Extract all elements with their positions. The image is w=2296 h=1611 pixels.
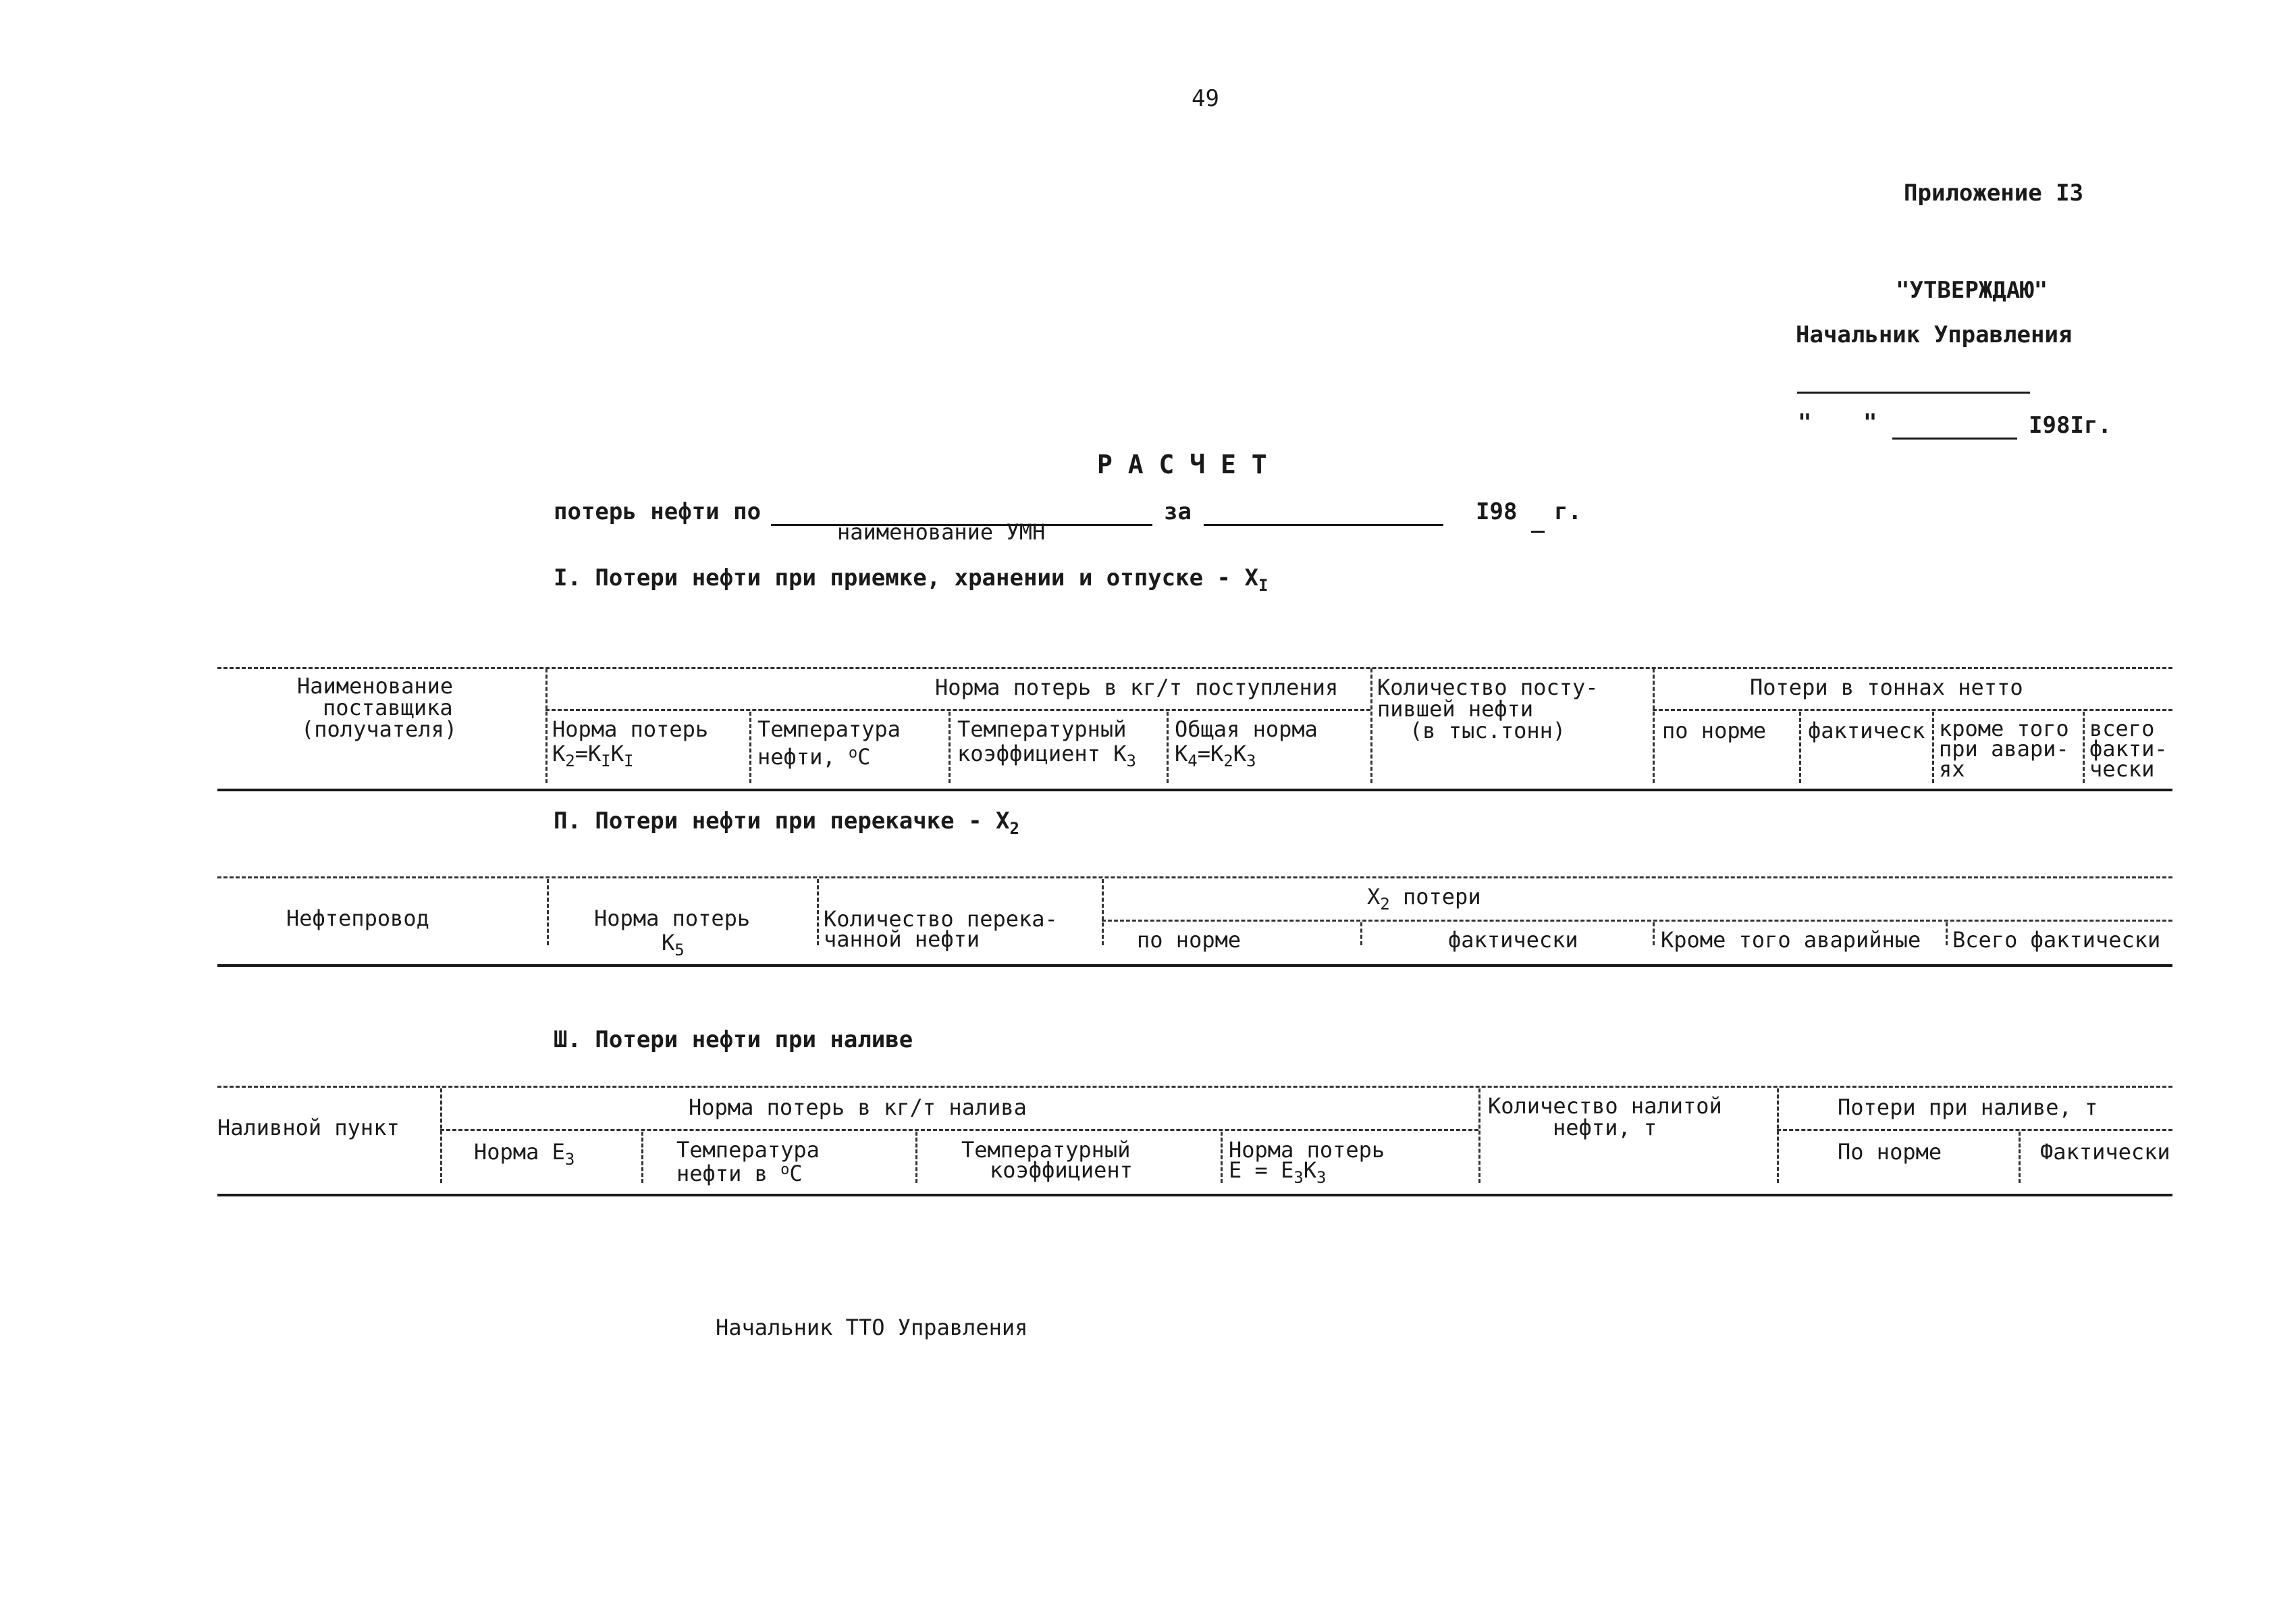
pumped-quantity-header: Количество перека- чанной нефти — [824, 906, 1058, 952]
subtitle-prefix: потерь нефти по — [554, 498, 762, 525]
total-norm-col-header: Общая норма $K_4=K_2K_3$ — [1175, 716, 1318, 770]
section-1-divider — [1932, 712, 1934, 783]
section-3-divider — [1221, 1132, 1223, 1183]
section-3-subheader-line — [1777, 1129, 2172, 1131]
filling-loss-col-header: По норме — [1838, 1139, 1942, 1165]
loss-col-header: фактически — [1448, 927, 1578, 953]
appendix-label: Приложение I3 — [1904, 180, 2084, 207]
document-heading: Р А С Ч Е Т — [1097, 450, 1267, 479]
subtitle-year-prefix: I98 — [1476, 498, 1518, 525]
section-1-title: I. Потери нефти при приемке, хранении и отпуске - $X_I$ — [554, 564, 1269, 595]
received-quantity-header: (в тыс.тонн) — [1410, 718, 1566, 743]
supplier-header: (получателя) — [301, 716, 458, 742]
received-quantity-header: Количество посту- — [1377, 675, 1599, 700]
section-1-divider — [749, 712, 751, 783]
subtitle-for: за — [1164, 498, 1192, 525]
date-quote-close: " — [1863, 409, 1877, 436]
date-line — [1892, 438, 2017, 440]
section-1-subheader-line — [1653, 709, 2172, 711]
loss-col-header: по норме — [1662, 718, 1767, 743]
norm-group-header: Норма потерь в кг/т поступления — [935, 675, 1339, 700]
section-2-divider — [817, 879, 819, 945]
umn-name-caption: наименование УМН — [837, 519, 1046, 545]
supplier-header: поставщика — [323, 695, 453, 720]
section-3-divider — [915, 1132, 917, 1183]
filling-loss-col-header: Фактически — [2040, 1139, 2170, 1165]
filling-loss-group-header: Потери при наливе, т — [1838, 1094, 2098, 1120]
loss-group-header: Потери в тоннах нетто — [1750, 675, 2023, 700]
approval-stamp: "УТВЕРЖДАЮ" — [1896, 277, 2048, 304]
loss-col-header: Всего фактически — [1952, 927, 2161, 953]
filling-norm-col-header: Норма $Е_3$ — [474, 1139, 575, 1169]
date-quote-open: " — [1798, 409, 1812, 436]
year-digit-line — [1531, 531, 1545, 533]
losses-group-header: $X_2$ потери — [1367, 884, 1481, 914]
section-1-divider — [1653, 668, 1655, 783]
loss-col-header: всего факти- чески — [2089, 716, 2168, 782]
section-3-divider — [1478, 1088, 1480, 1183]
section-1-divider — [545, 668, 548, 783]
period-line — [1204, 524, 1443, 526]
temp-coefficient-col-header: Температурный коэффициент $K_3$ — [957, 716, 1136, 770]
section-2-divider — [1653, 922, 1655, 945]
section-2-divider — [1360, 922, 1362, 945]
approval-title: Начальник Управления — [1796, 321, 2073, 348]
filled-quantity-header: Количество налитой нефти, т — [1488, 1093, 1722, 1140]
section-2-divider — [1946, 922, 1948, 945]
signature-label: Начальник ТТО Управления — [716, 1315, 1028, 1340]
section-2-divider — [547, 879, 549, 945]
section-2-subheader-line — [1102, 920, 2172, 922]
section-2-table-bottom — [217, 964, 2172, 967]
section-1-divider — [1370, 668, 1372, 783]
pipeline-norm-header: Норма потерь $K_5$ — [594, 905, 751, 959]
section-3-divider — [440, 1088, 442, 1183]
section-2-table-top — [217, 876, 2172, 878]
filling-norm-group-header: Норма потерь в кг/т налива — [689, 1094, 1027, 1120]
section-3-divider — [1777, 1088, 1779, 1183]
section-3-subheader-line — [440, 1129, 1478, 1131]
subtitle-year-suffix: г. — [1554, 498, 1582, 525]
section-1-divider — [1167, 712, 1169, 783]
section-1-table-top — [217, 667, 2172, 669]
section-1-divider — [2083, 712, 2085, 783]
section-3-divider — [641, 1132, 643, 1183]
pipeline-header: Нефтепровод — [286, 905, 429, 931]
approval-year: I98Iг. — [2029, 412, 2112, 439]
section-2-divider — [1102, 879, 1104, 945]
temperature-col-header: Температура нефти, $^о$С — [757, 716, 901, 770]
section-1-divider — [949, 712, 951, 783]
filling-point-header: Наливной пункт — [217, 1115, 400, 1140]
section-1-table-bottom — [217, 789, 2172, 791]
filling-temperature-header: Температура нефти в $^о$С — [676, 1137, 820, 1186]
loss-col-header: по норме — [1137, 927, 1242, 953]
section-1-subheader-line — [545, 709, 1370, 711]
section-3-title: Ш. Потери нефти при наливе — [554, 1026, 913, 1053]
received-quantity-header: пившей нефти — [1377, 696, 1534, 722]
loss-col-header: фактическ — [1808, 718, 1925, 743]
section-2-title: П. Потери нефти при перекачке - $X_2$ — [554, 808, 1019, 838]
norm-col-header: Норма потерь $K_2=K_IK_I$ — [552, 716, 709, 770]
section-3-divider — [2019, 1132, 2021, 1183]
section-3-table-top — [217, 1086, 2172, 1088]
filling-temp-coefficient-header: Температурный коэффициент — [961, 1137, 1133, 1183]
page-number: 49 — [1192, 85, 1219, 112]
filling-loss-norm-header: Норма потерь $Е = Е_3K_3$ — [1229, 1137, 1385, 1187]
section-3-table-bottom — [217, 1194, 2172, 1196]
signature-line — [1797, 392, 2030, 394]
loss-col-header: Кроме того аварийные — [1661, 927, 1921, 953]
loss-col-header: кроме того при авари- ях — [1939, 716, 2069, 782]
supplier-header: Наименование — [297, 673, 454, 699]
section-1-divider — [1799, 712, 1801, 783]
